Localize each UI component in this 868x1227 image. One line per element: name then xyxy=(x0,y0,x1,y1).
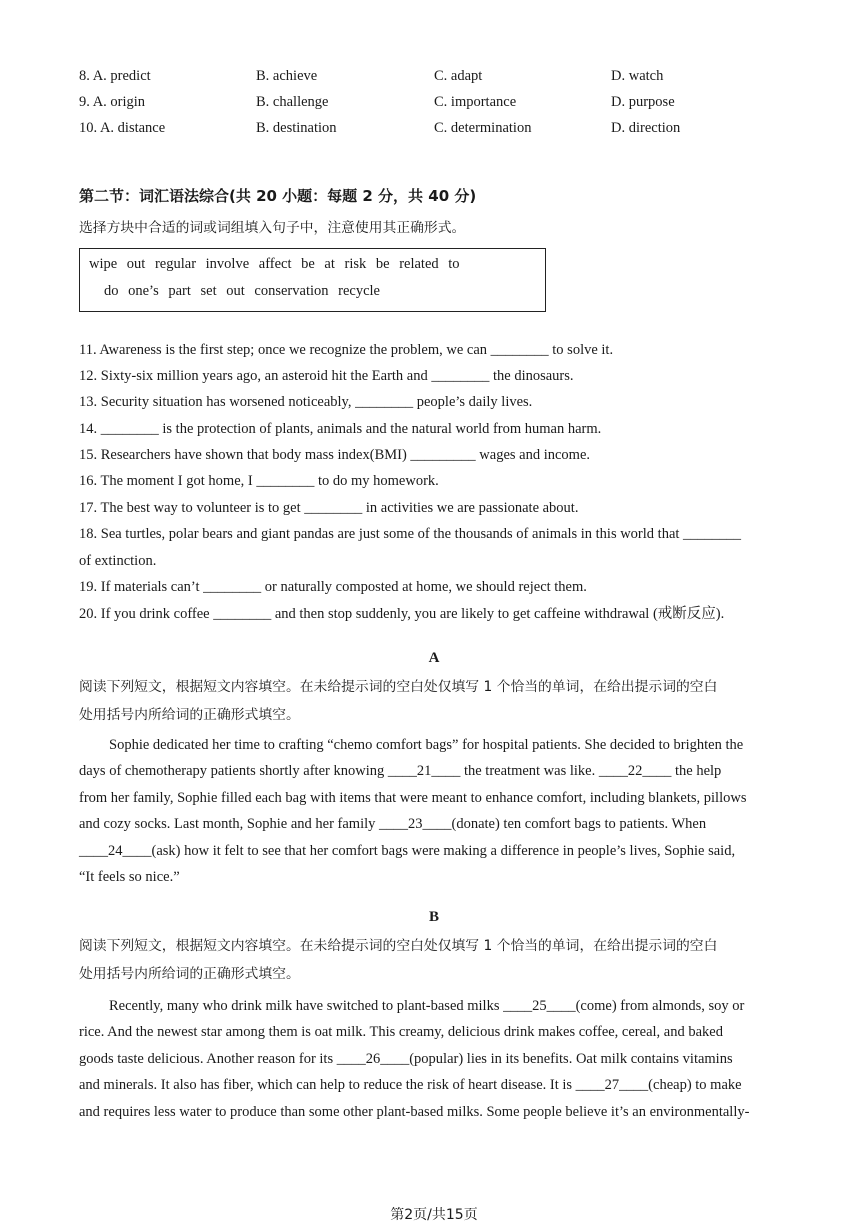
option-d: D. direction xyxy=(611,120,681,136)
question-18-cont: of extinction. xyxy=(79,553,157,569)
part-b-instruction-1: 阅读下列短文，根据短文内容填空。在未给提示词的空白处仅填写 1 个恰当的单词，在给出提示词的空白 xyxy=(79,938,718,954)
part-a-instruction-2: 处用括号内所给词的正确形式填空。 xyxy=(79,707,300,723)
passage-line: and cozy socks. Last month, Sophie and her family ____23____(donate) ten comfort bags to patients. When xyxy=(79,816,707,833)
option-b: B. achieve xyxy=(256,68,318,84)
option-b: B. destination xyxy=(256,120,337,136)
question-17: 17. The best way to volunteer is to get ________ in activities we are passionate about. xyxy=(79,500,579,516)
word-box xyxy=(79,248,546,312)
option-c: C. determination xyxy=(434,120,532,136)
part-a-passage xyxy=(79,732,789,890)
option-b: B. challenge xyxy=(256,94,329,110)
option-d: D. purpose xyxy=(611,94,675,110)
word-box-line-1: wipe out regular involve affect be at risk be related to xyxy=(89,256,460,272)
option-c: C. adapt xyxy=(434,68,483,84)
passage-line: and minerals. It also has fiber, which can help to reduce the risk of heart disease. It is ____27____(cheap) to make xyxy=(79,1077,742,1094)
question-12: 12. Sixty-six million years ago, an asteroid hit the Earth and ________ the dinosaurs. xyxy=(79,368,574,384)
option-a: 8. A. predict xyxy=(79,68,151,84)
part-b-passage xyxy=(79,993,789,1125)
option-a: 10. A. distance xyxy=(79,120,166,136)
passage-line: and requires less water to produce than some other plant-based milks. Some people believe it’s an environmentally- xyxy=(79,1103,750,1120)
passage-line: days of chemotherapy patients shortly after knowing ____21____ the treatment was like. ____22____ the help xyxy=(79,763,722,780)
question-18: 18. Sea turtles, polar bears and giant pandas are just some of the thousands of animals in this world that ________ xyxy=(79,526,742,542)
option-d: D. watch xyxy=(611,68,664,84)
option-c: C. importance xyxy=(434,94,517,110)
part-a-heading: A xyxy=(428,650,440,666)
question-13: 13. Security situation has worsened noticeably, ________ people’s daily lives. xyxy=(79,394,533,410)
section-title: 第二节：词汇语法综合(共 20 小题：每题 2 分，共 40 分) xyxy=(79,187,477,205)
part-a-instruction-1: 阅读下列短文，根据短文内容填空。在未给提示词的空白处仅填写 1 个恰当的单词，在给出提示词的空白 xyxy=(79,679,718,695)
question-15: 15. Researchers have shown that body mass index(BMI) _________ wages and income. xyxy=(79,447,591,463)
section-instruction: 选择方块中合适的词或词组填入句子中，注意使用其正确形式。 xyxy=(79,220,466,236)
passage-line: Recently, many who drink milk have switched to plant-based milks ____25____(come) from almonds, soy or xyxy=(109,998,745,1014)
question-19: 19. If materials can’t ________ or naturally composted at home, we should reject them. xyxy=(79,579,587,595)
question-16: 16. The moment I got home, I ________ to do my homework. xyxy=(79,473,439,489)
passage-line: rice. And the newest star among them is oat milk. This creamy, delicious drink makes coffee, cereal, and baked xyxy=(79,1024,723,1041)
passage-line: Sophie dedicated her time to crafting “chemo comfort bags” for hospital patients. She decided to brighten the xyxy=(109,737,744,753)
passage-line: “It feels so nice.” xyxy=(79,868,180,885)
part-b-heading: B xyxy=(428,909,439,925)
option-a: 9. A. origin xyxy=(79,94,146,110)
passage-line: goods taste delicious. Another reason for its ____26____(popular) lies in its benefits. Oat milk contains vitamins xyxy=(79,1050,733,1067)
question-14: 14. ________ is the protection of plants, animals and the natural world from human harm. xyxy=(79,421,602,437)
passage-line: from her family, Sophie filled each bag with items that were meant to enhance comfort, including blankets, pillows xyxy=(79,789,747,806)
page-footer: 第2页/共15页 xyxy=(390,1207,478,1223)
part-b-instruction-2: 处用括号内所给词的正确形式填空。 xyxy=(79,966,300,982)
question-11: 11. Awareness is the first step; once we recognize the problem, we can ________ to solve it. xyxy=(79,342,614,358)
word-box-line-2: do one’s part set out conservation recycle xyxy=(104,283,380,299)
passage-line: ____24____(ask) how it felt to see that her comfort bags were making a difference in people’s lives, Sophie said, xyxy=(79,842,736,859)
question-20: 20. If you drink coffee ________ and then stop suddenly, you are likely to get caffeine withdrawal (戒断反应). xyxy=(79,606,725,622)
